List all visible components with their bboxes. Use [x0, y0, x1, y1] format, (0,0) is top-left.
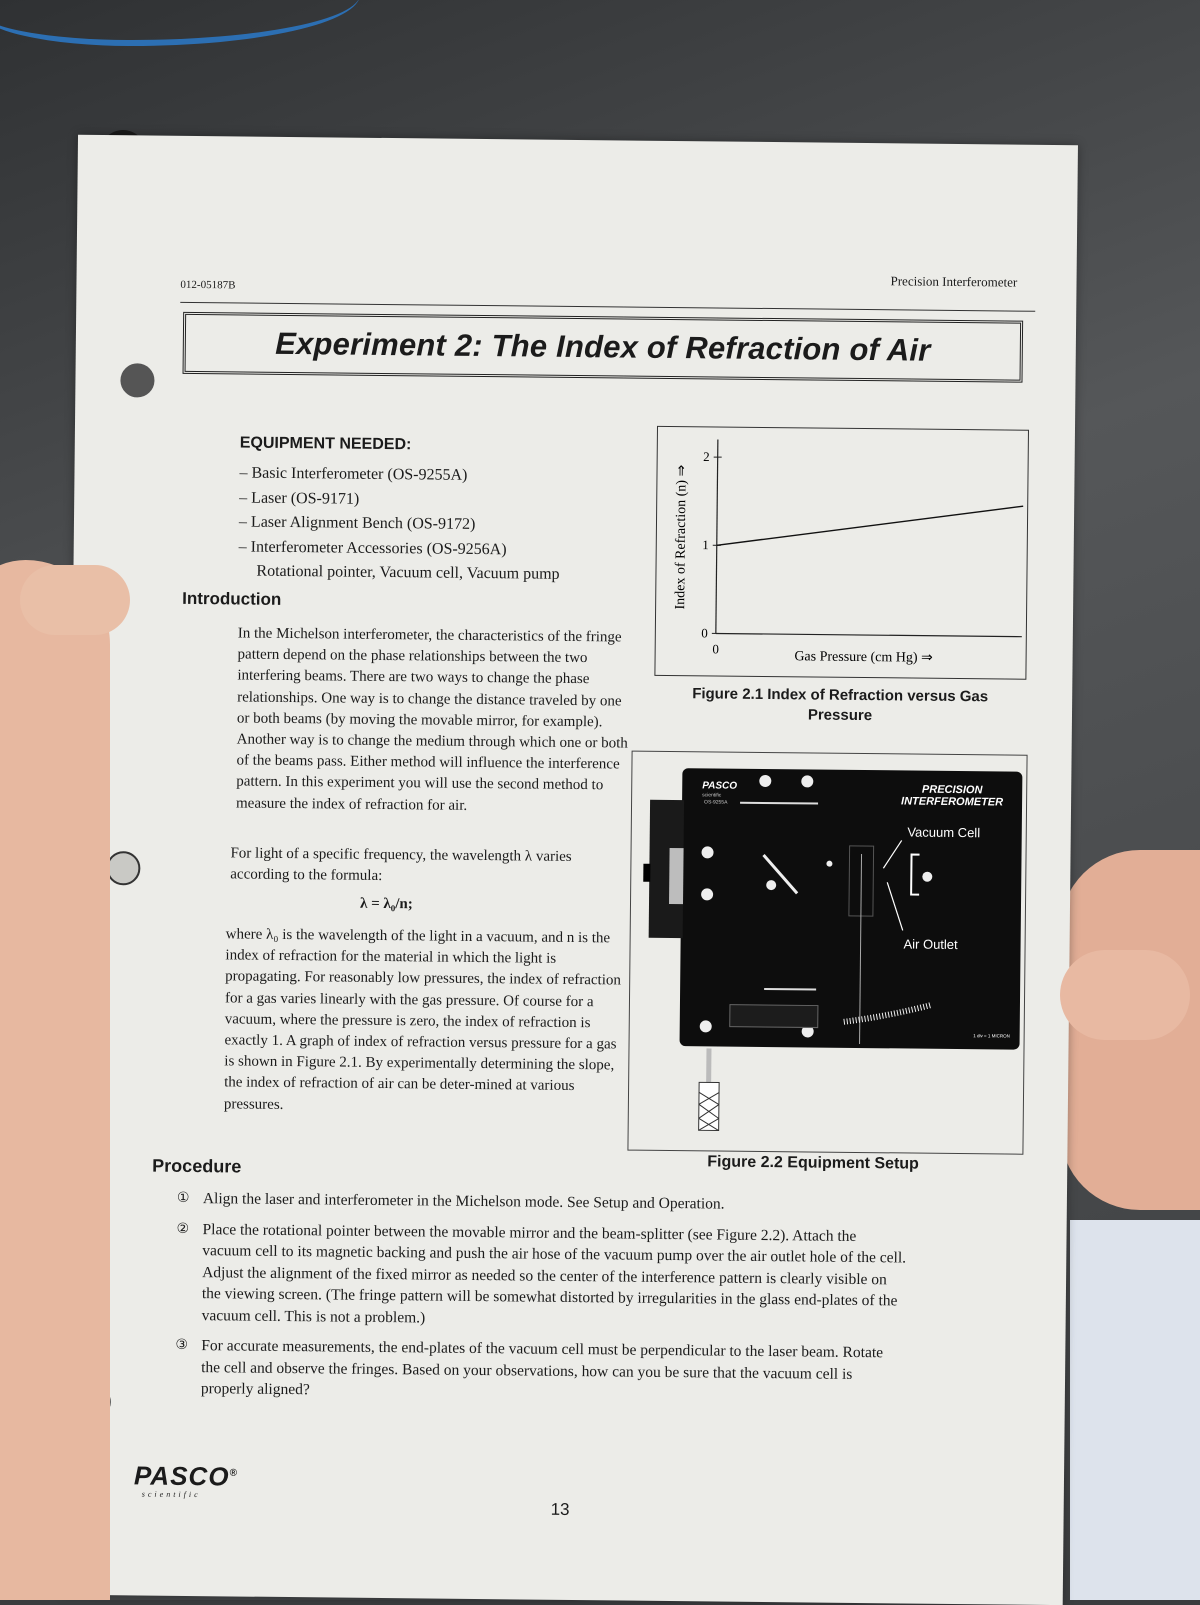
scale-note: 1 div = 1 MICRON	[973, 1033, 1010, 1038]
device-brand-sub: scientific	[702, 792, 722, 798]
y-axis	[716, 439, 718, 633]
micrometer-block	[730, 1005, 818, 1028]
device-brand: PASCO	[702, 780, 737, 791]
lower-rail	[764, 989, 816, 990]
step-number: ②	[176, 1218, 203, 1326]
intro-paragraph-1: In the Michelson interferometer, the characteristics of the fringe pattern depend on the phase relationships between the two interfering beams. There are two ways to change the phase relationships. One way is to change the distance traveled by one or both beams (by moving the movable mirror, for example). Another way is to change the medium through which one or both of the beams pass. Either method will influence the interference pattern. In this experiment you will use the second method to measure the index of refraction for air.	[236, 623, 638, 818]
x-tick-label: 0	[712, 641, 719, 656]
title-box	[183, 312, 1024, 383]
page-title: Experiment 2: The Index of Refraction of Air	[275, 326, 931, 369]
x-axis	[716, 633, 1022, 636]
y-tick-label: 0	[701, 625, 708, 640]
page-number: 13	[551, 1500, 570, 1520]
left-hand	[0, 560, 110, 1600]
background-sheet	[1070, 1220, 1200, 1600]
procedure-step	[177, 1188, 907, 1217]
logo-subtext: scientific	[142, 1490, 201, 1500]
laser-mount	[669, 848, 684, 904]
x-axis-label: Gas Pressure (cm Hg) ⇒	[794, 649, 933, 665]
intro-paragraph-2: For light of a specific frequency, the wavelength λ varies according to the formula:	[230, 843, 630, 890]
step-text: Place the rotational pointer between the movable mirror and the beam-splitter (see Figure 2.2). Attach the vacuum cell to its magnetic backing and push the air hose of the vacuum pump over the air outlet hole of the cell. Adjust the alignment of the fixed mirror as needed so the center of the interference pattern is clearly visible on the viewing screen. (The fringe pattern will be somewhat distorted by irregularities in the glass end-plates of the vacuum cell. This is not a problem.)	[202, 1219, 907, 1334]
air-outlet-label: Air Outlet	[903, 936, 958, 952]
procedure-step	[175, 1335, 906, 1407]
punch-hole	[120, 363, 154, 397]
equipment-heading: EQUIPMENT NEEDED:	[240, 434, 412, 454]
figure-caption-line: Pressure	[654, 704, 1026, 728]
document-page	[63, 135, 1078, 1605]
procedure-heading: Procedure	[152, 1156, 241, 1178]
figure-2-1-graph	[654, 426, 1029, 680]
punch-hole	[106, 851, 140, 885]
figure-2-2-caption: Figure 2.2 Equipment Setup	[707, 1153, 919, 1173]
step-text: For accurate measurements, the end-plates of the vacuum cell must be perpendicular to the laser beam. Rotate the cell and observe the fringes. Based on your observations, how can you be sure that the vacuum cell is properly aligned?	[201, 1335, 906, 1407]
step-text: Align the laser and interferometer in the Michelson mode. See Setup and Operation.	[203, 1188, 725, 1215]
figure-caption-line: Figure 2.1 Index of Refraction versus Gas	[654, 684, 1026, 708]
vacuum-cell-label: Vacuum Cell	[907, 824, 980, 840]
right-thumb	[1060, 950, 1190, 1040]
procedure-step	[176, 1218, 907, 1333]
wavelength-formula: λ = λ₀/n;	[360, 896, 413, 914]
series-line	[717, 503, 1023, 549]
device-name-line: INTERFEROMETER	[901, 795, 1003, 808]
equipment-subitem: Rotational pointer, Vacuum cell, Vacuum pump	[238, 559, 559, 587]
running-title: Precision Interferometer	[890, 273, 1017, 290]
procedure-steps	[175, 1188, 907, 1416]
y-axis-label: Index of Refraction (n) ⇒	[673, 464, 690, 609]
figure-2-2-frame	[627, 751, 1027, 1155]
device-model: OS-9255A	[704, 799, 728, 805]
logo-text: PASCO	[134, 1460, 230, 1491]
equipment-illustration	[628, 752, 1028, 1156]
index-vs-pressure-chart	[655, 427, 1030, 681]
step-number: ③	[175, 1335, 202, 1400]
intro-paragraph-3: where λ₀ is the wavelength of the light in a vacuum, and n is the index of refraction for the material in which the light is propagating. For reasonably low pressures, the index of refraction for a gas varies linearly with the gas pressure. Of course for a vacuum, where the pressure is zero, the index of refraction is exactly 1. A graph of index of refraction versus pressure for a gas is shown in Figure 2.1. By experimentally determining the slope, the index of refraction of air can be deter-mined at various pressures.	[224, 924, 626, 1119]
step-number: ①	[177, 1188, 203, 1210]
figure-2-1-caption	[654, 684, 1026, 728]
header-rule	[180, 302, 1035, 312]
equipment-list	[238, 461, 560, 587]
top-rail	[740, 803, 818, 804]
equipment-item: – Basic Interferometer (OS-9255A)	[239, 461, 560, 489]
pasco-logo	[134, 1460, 238, 1492]
introduction-heading: Introduction	[182, 589, 281, 610]
left-thumb	[20, 565, 130, 635]
equipment-item: – Laser (OS-9171)	[239, 486, 560, 514]
logo-mark: ®	[229, 1468, 237, 1479]
equipment-item: – Laser Alignment Bench (OS-9172)	[239, 510, 560, 538]
document-code: 012-05187B	[180, 279, 235, 292]
hose	[706, 1048, 711, 1082]
y-tick-label: 2	[703, 449, 710, 464]
side-tab	[643, 864, 650, 882]
y-tick-label: 1	[702, 537, 709, 552]
equipment-item: – Interferometer Accessories (OS-9256A)	[239, 535, 560, 563]
device-name-line: PRECISION	[922, 784, 984, 797]
